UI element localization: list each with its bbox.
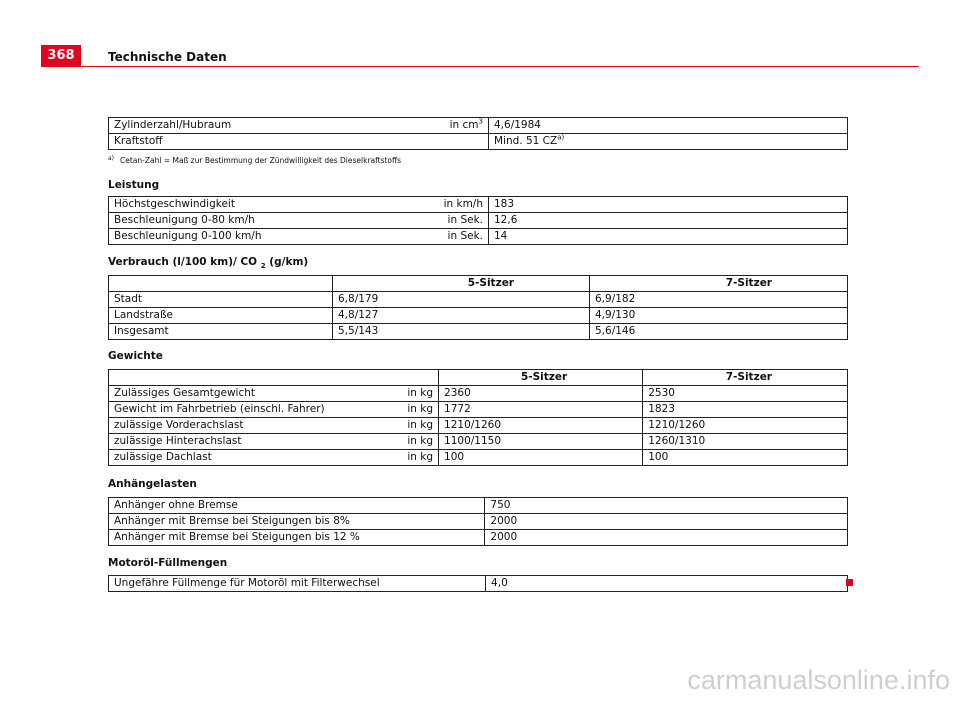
header-empty-cell	[109, 276, 333, 292]
row-unit: in Sek.	[426, 213, 489, 229]
table-header-row	[109, 370, 848, 386]
section-title-anhaengelasten: Anhängelasten	[108, 478, 197, 490]
row-label: Beschleunigung 0-100 km/h	[109, 229, 427, 245]
table-row	[109, 229, 848, 245]
row-value: 4,0	[486, 576, 848, 592]
row-value: 750	[485, 498, 848, 514]
table-row	[109, 434, 848, 450]
row-value: Mind. 51 CZ$^{a)}$	[489, 134, 848, 150]
row-label: Gewicht im Fahrbetrieb (einschl. Fahrer)	[109, 402, 387, 418]
row-label: Zylinderzahl/Hubraum	[109, 118, 427, 134]
row-value-5: 5,5/143	[333, 324, 590, 340]
row-label: Anhänger mit Bremse bei Steigungen bis 8%	[109, 514, 485, 530]
row-value: 12,6	[489, 213, 848, 229]
table-row	[109, 498, 848, 514]
row-value: 4,6/1984	[489, 118, 848, 134]
row-label: Höchstgeschwindigkeit	[109, 197, 427, 213]
row-value-7: 100	[643, 450, 848, 466]
table-row	[109, 530, 848, 546]
section-title-motoroel: Motoröl-Füllmengen	[108, 557, 228, 569]
table-row	[109, 197, 848, 213]
section-title-gewichte: Gewichte	[108, 350, 163, 362]
row-label: Anhänger ohne Bremse	[109, 498, 485, 514]
row-label: Beschleunigung 0-80 km/h	[109, 213, 427, 229]
row-unit: in Sek.	[426, 229, 489, 245]
header-divider	[81, 66, 919, 67]
table-row	[109, 576, 848, 592]
motoroel-table	[108, 575, 848, 592]
row-value-5: 6,8/179	[333, 292, 590, 308]
row-label: Insgesamt	[109, 324, 333, 340]
row-value-5: 100	[439, 450, 643, 466]
row-label: Landstraße	[109, 308, 333, 324]
row-label: Kraftstoff	[109, 134, 427, 150]
column-header: 7-Sitzer	[590, 276, 848, 292]
end-of-section-marker	[846, 579, 853, 586]
row-value-7: 2530	[643, 386, 848, 402]
row-unit: in kg	[387, 402, 439, 418]
table-row	[109, 386, 848, 402]
table-row	[109, 418, 848, 434]
row-unit: in kg	[387, 434, 439, 450]
row-value-7: 1260/1310	[643, 434, 848, 450]
page-number: 368	[41, 45, 81, 67]
row-label: Zulässiges Gesamtgewicht	[109, 386, 387, 402]
table-row	[109, 118, 848, 134]
row-value-5: 1210/1260	[439, 418, 643, 434]
section-title-verbrauch: Verbrauch (l/100 km)/ CO $_2$ (g/km)	[108, 256, 309, 271]
row-unit: in kg	[387, 418, 439, 434]
row-value-5: 4,8/127	[333, 308, 590, 324]
page-title: Technische Daten	[108, 50, 227, 64]
row-unit: in $cm^3$	[426, 118, 489, 134]
row-unit: in kg	[387, 450, 439, 466]
row-unit: in km/h	[426, 197, 489, 213]
row-value-7: 1210/1260	[643, 418, 848, 434]
row-value-7: 6,9/182	[590, 292, 848, 308]
footnote: $^{a)}$ Cetan-Zahl = Maß zur Bestimmung der Zündwilligkeit des Dieselkraftstoffs	[108, 154, 402, 165]
row-value-7: 5,6/146	[590, 324, 848, 340]
row-label: zulässige Hinterachslast	[109, 434, 387, 450]
table-row	[109, 292, 848, 308]
row-value: 2000	[485, 530, 848, 546]
row-value: 2000	[485, 514, 848, 530]
verbrauch-table	[108, 275, 848, 340]
table-row	[109, 308, 848, 324]
table-row	[109, 514, 848, 530]
row-value-5: 2360	[439, 386, 643, 402]
table-header-row	[109, 276, 848, 292]
row-value-5: 1100/1150	[439, 434, 643, 450]
gewichte-table	[108, 369, 848, 466]
watermark: carmanualsonline.info	[687, 665, 950, 695]
row-label: Ungefähre Füllmenge für Motoröl mit Filterwechsel	[109, 576, 486, 592]
table-row	[109, 402, 848, 418]
header-empty-cell	[109, 370, 439, 386]
leistung-table	[108, 196, 848, 245]
row-unit	[426, 134, 489, 150]
column-header: 5-Sitzer	[439, 370, 643, 386]
table-row	[109, 213, 848, 229]
section-title-leistung: Leistung	[108, 179, 160, 191]
row-label: zulässige Dachlast	[109, 450, 387, 466]
row-label: Stadt	[109, 292, 333, 308]
row-label: zulässige Vorderachslast	[109, 418, 387, 434]
row-value-7: 4,9/130	[590, 308, 848, 324]
table-row	[109, 450, 848, 466]
row-value-7: 1823	[643, 402, 848, 418]
table-row	[109, 324, 848, 340]
row-unit: in kg	[387, 386, 439, 402]
row-value: 183	[489, 197, 848, 213]
table-row	[109, 134, 848, 150]
column-header: 5-Sitzer	[333, 276, 590, 292]
row-value-5: 1772	[439, 402, 643, 418]
engine-table	[108, 117, 848, 150]
column-header: 7-Sitzer	[643, 370, 848, 386]
row-value: 14	[489, 229, 848, 245]
row-label: Anhänger mit Bremse bei Steigungen bis 12 %	[109, 530, 485, 546]
anhaengelasten-table	[108, 497, 848, 546]
